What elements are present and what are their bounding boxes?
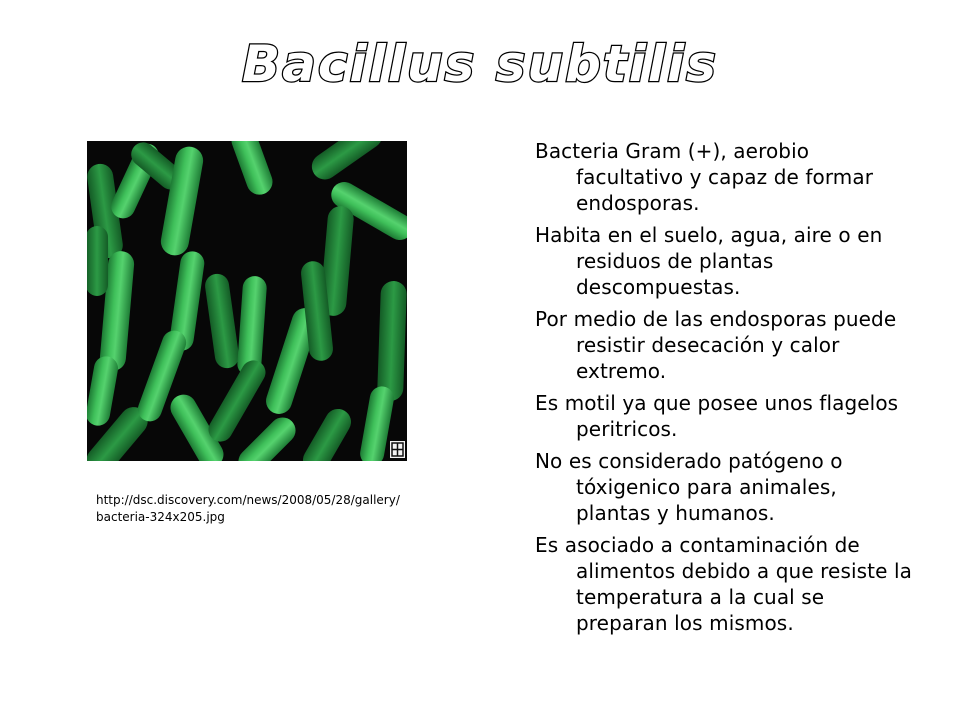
bacterium-rod — [377, 281, 407, 402]
bullet-item: Por medio de las endosporas puede resistir desecación y calor extremo. — [535, 307, 897, 383]
bullet-item: Es motil ya que posee unos flagelos peritricos. — [535, 391, 899, 441]
slide-title: Bacillus subtilis — [242, 35, 718, 93]
bacteria-illustration — [87, 141, 407, 461]
bullet-item: No es considerado patógeno o tóxigenico para animales, plantas y humanos. — [535, 449, 843, 525]
image-source-url: http://dsc.discovery.com/news/2008/05/28/gallery/bacteria-324x205.jpg — [96, 493, 400, 524]
copyright-icon — [390, 441, 405, 458]
bacteria-photo — [87, 141, 407, 461]
bullet-list — [535, 138, 915, 642]
bullet-item: Es asociado a contaminación de alimentos debido a que resiste la temperatura a la cual se preparan los mismos. — [535, 533, 912, 635]
bullet-item: Bacteria Gram (+), aerobio facultativo y capaz de formar endosporas. — [535, 139, 874, 215]
bacterium-rod — [87, 226, 108, 296]
bullet-item: Habita en el suelo, agua, aire o en residuos de plantas descompuestas. — [535, 223, 883, 299]
